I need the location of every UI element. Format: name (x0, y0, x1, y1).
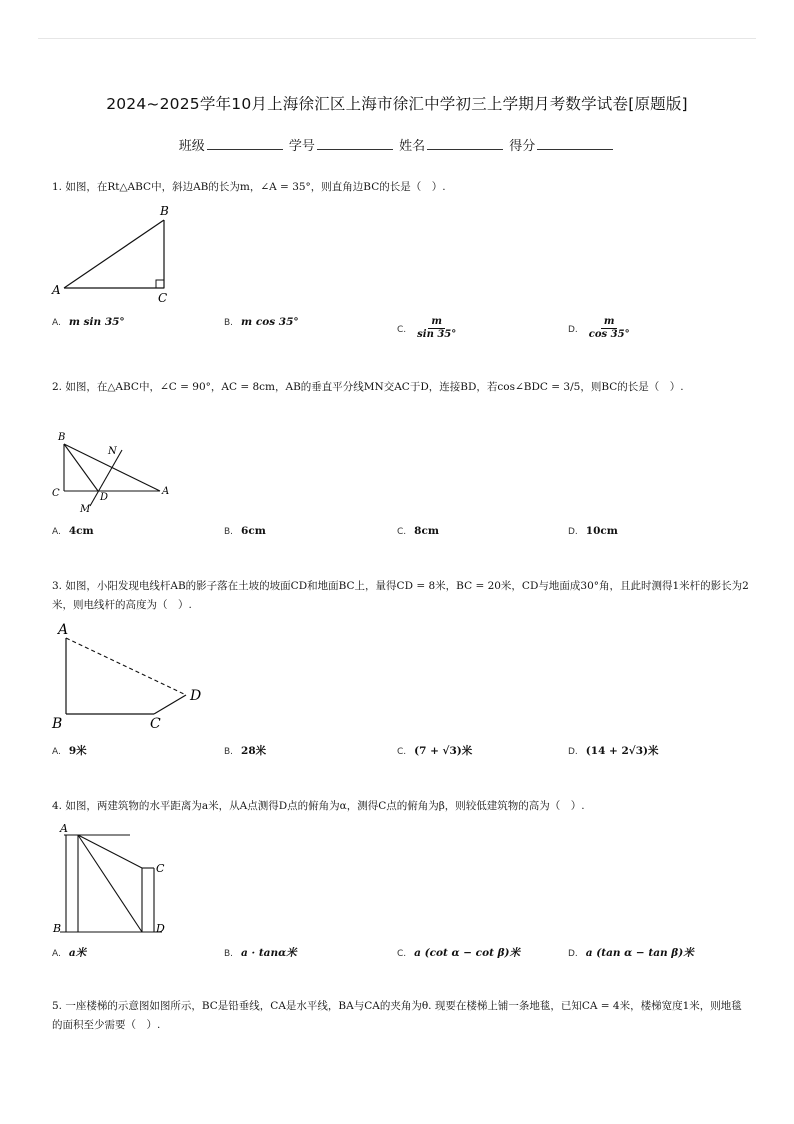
question-5 (52, 997, 752, 1035)
q1-option-c[interactable]: C. $\frac{m}{\sin 35^\circ}$ (397, 316, 457, 340)
q2-label-a: A (162, 486, 170, 497)
q3-label-a: A (58, 622, 69, 638)
q3-option-a[interactable]: A. 9米 (52, 745, 87, 757)
q3-option-c[interactable]: C. (7 + √3)米 (397, 745, 473, 757)
question-2-figure (50, 428, 180, 516)
question-2-stem: 2. 如图，在△ABC中，∠C = 90°，AC = 8cm，AB的垂直平分线MN交AC于D，连接BD，若cos∠BDC = 3/5，则BC的长是（ ）. (52, 381, 684, 393)
question-1-stem: 1. 如图，在Rt△ABC中，斜边AB的长为m，∠A = 35°，则直角边BC的长是（ ）. (52, 181, 446, 193)
q4-option-c[interactable]: C. a (cot α − cot β)米 (397, 947, 521, 959)
question-4-figure (50, 820, 180, 938)
id-label: 学号 (288, 139, 315, 154)
question-4 (52, 797, 752, 816)
q1-label-c: C (158, 291, 168, 305)
q2-option-c[interactable]: C. 8cm (397, 525, 439, 537)
q4-label-a: A (60, 822, 68, 835)
q3-label-d: D (190, 688, 202, 704)
q2-label-n: N (108, 446, 117, 457)
q2-label-d: D (100, 492, 109, 503)
score-blank[interactable] (537, 137, 613, 150)
class-label: 班级 (178, 139, 205, 154)
name-label: 姓名 (399, 139, 426, 154)
question-3 (52, 577, 752, 615)
score-label: 得分 (509, 139, 536, 154)
q1-option-a[interactable]: A. m sin 35° (52, 316, 125, 328)
q4-option-b[interactable]: B. a · tanα米 (224, 947, 297, 959)
q4-option-d[interactable]: D. a (tan α − tan β)米 (568, 947, 694, 959)
question-1-options (52, 316, 752, 338)
page-top-rule (38, 38, 756, 39)
question-2 (52, 378, 752, 397)
question-3-options (52, 743, 752, 765)
id-blank[interactable] (317, 137, 393, 150)
q2-option-d[interactable]: D. 10cm (568, 525, 618, 537)
question-1-figure (50, 200, 190, 305)
q3-option-d[interactable]: D. (14 + 2√3)米 (568, 745, 659, 757)
class-blank[interactable] (207, 137, 283, 150)
q3-label-b: B (52, 716, 63, 732)
question-1 (52, 178, 752, 197)
student-info-line (0, 135, 794, 154)
question-3-stem: 3. 如图，小阳发现电线杆AB的影子落在土坡的坡面CD和地面BC上，量得CD = 8米，BC = 20米，CD与地面成30°角，且此时测得1米杆的影长为2米，则电线杆的高度为（ ）. (52, 580, 749, 611)
q2-option-b[interactable]: B. 6cm (224, 525, 266, 537)
q4-option-a[interactable]: A. a米 (52, 947, 87, 959)
question-2-options (52, 525, 752, 547)
name-blank[interactable] (427, 137, 503, 150)
q4-label-c: C (156, 862, 165, 875)
question-4-options (52, 945, 752, 967)
page-title: 2024~2025学年10月上海徐汇区上海市徐汇中学初三上学期月考数学试卷[原题版] (106, 95, 688, 113)
q4-label-d: D (156, 922, 165, 935)
q1-option-b[interactable]: B. m cos 35° (224, 316, 299, 328)
q4-label-b: B (53, 922, 62, 935)
q1-label-a: A (52, 283, 61, 297)
q2-option-a[interactable]: A. 4cm (52, 525, 94, 537)
q1-label-b: B (160, 204, 169, 218)
q2-label-c: C (52, 488, 60, 499)
q1-option-d[interactable]: D. $\frac{m}{\cos 35^\circ}$ (568, 316, 630, 340)
question-5-stem: 5. 一座楼梯的示意图如图所示，BC是铅垂线，CA是水平线，BA与CA的夹角为θ. 现要在楼梯上铺一条地毯，已知CA = 4米，楼梯宽度1米，则地毯的面积至少需要（ ）. (52, 1000, 742, 1031)
q3-option-b[interactable]: B. 28米 (224, 745, 267, 757)
q3-label-c: C (150, 716, 161, 732)
q2-label-b: B (58, 432, 66, 443)
q2-label-m: M (80, 504, 91, 515)
question-4-stem: 4. 如图，两建筑物的水平距离为a米，从A点测得D点的俯角为α，测得C点的俯角为β，则较低建筑物的高为（ ）. (52, 800, 585, 812)
question-3-figure (50, 618, 210, 733)
